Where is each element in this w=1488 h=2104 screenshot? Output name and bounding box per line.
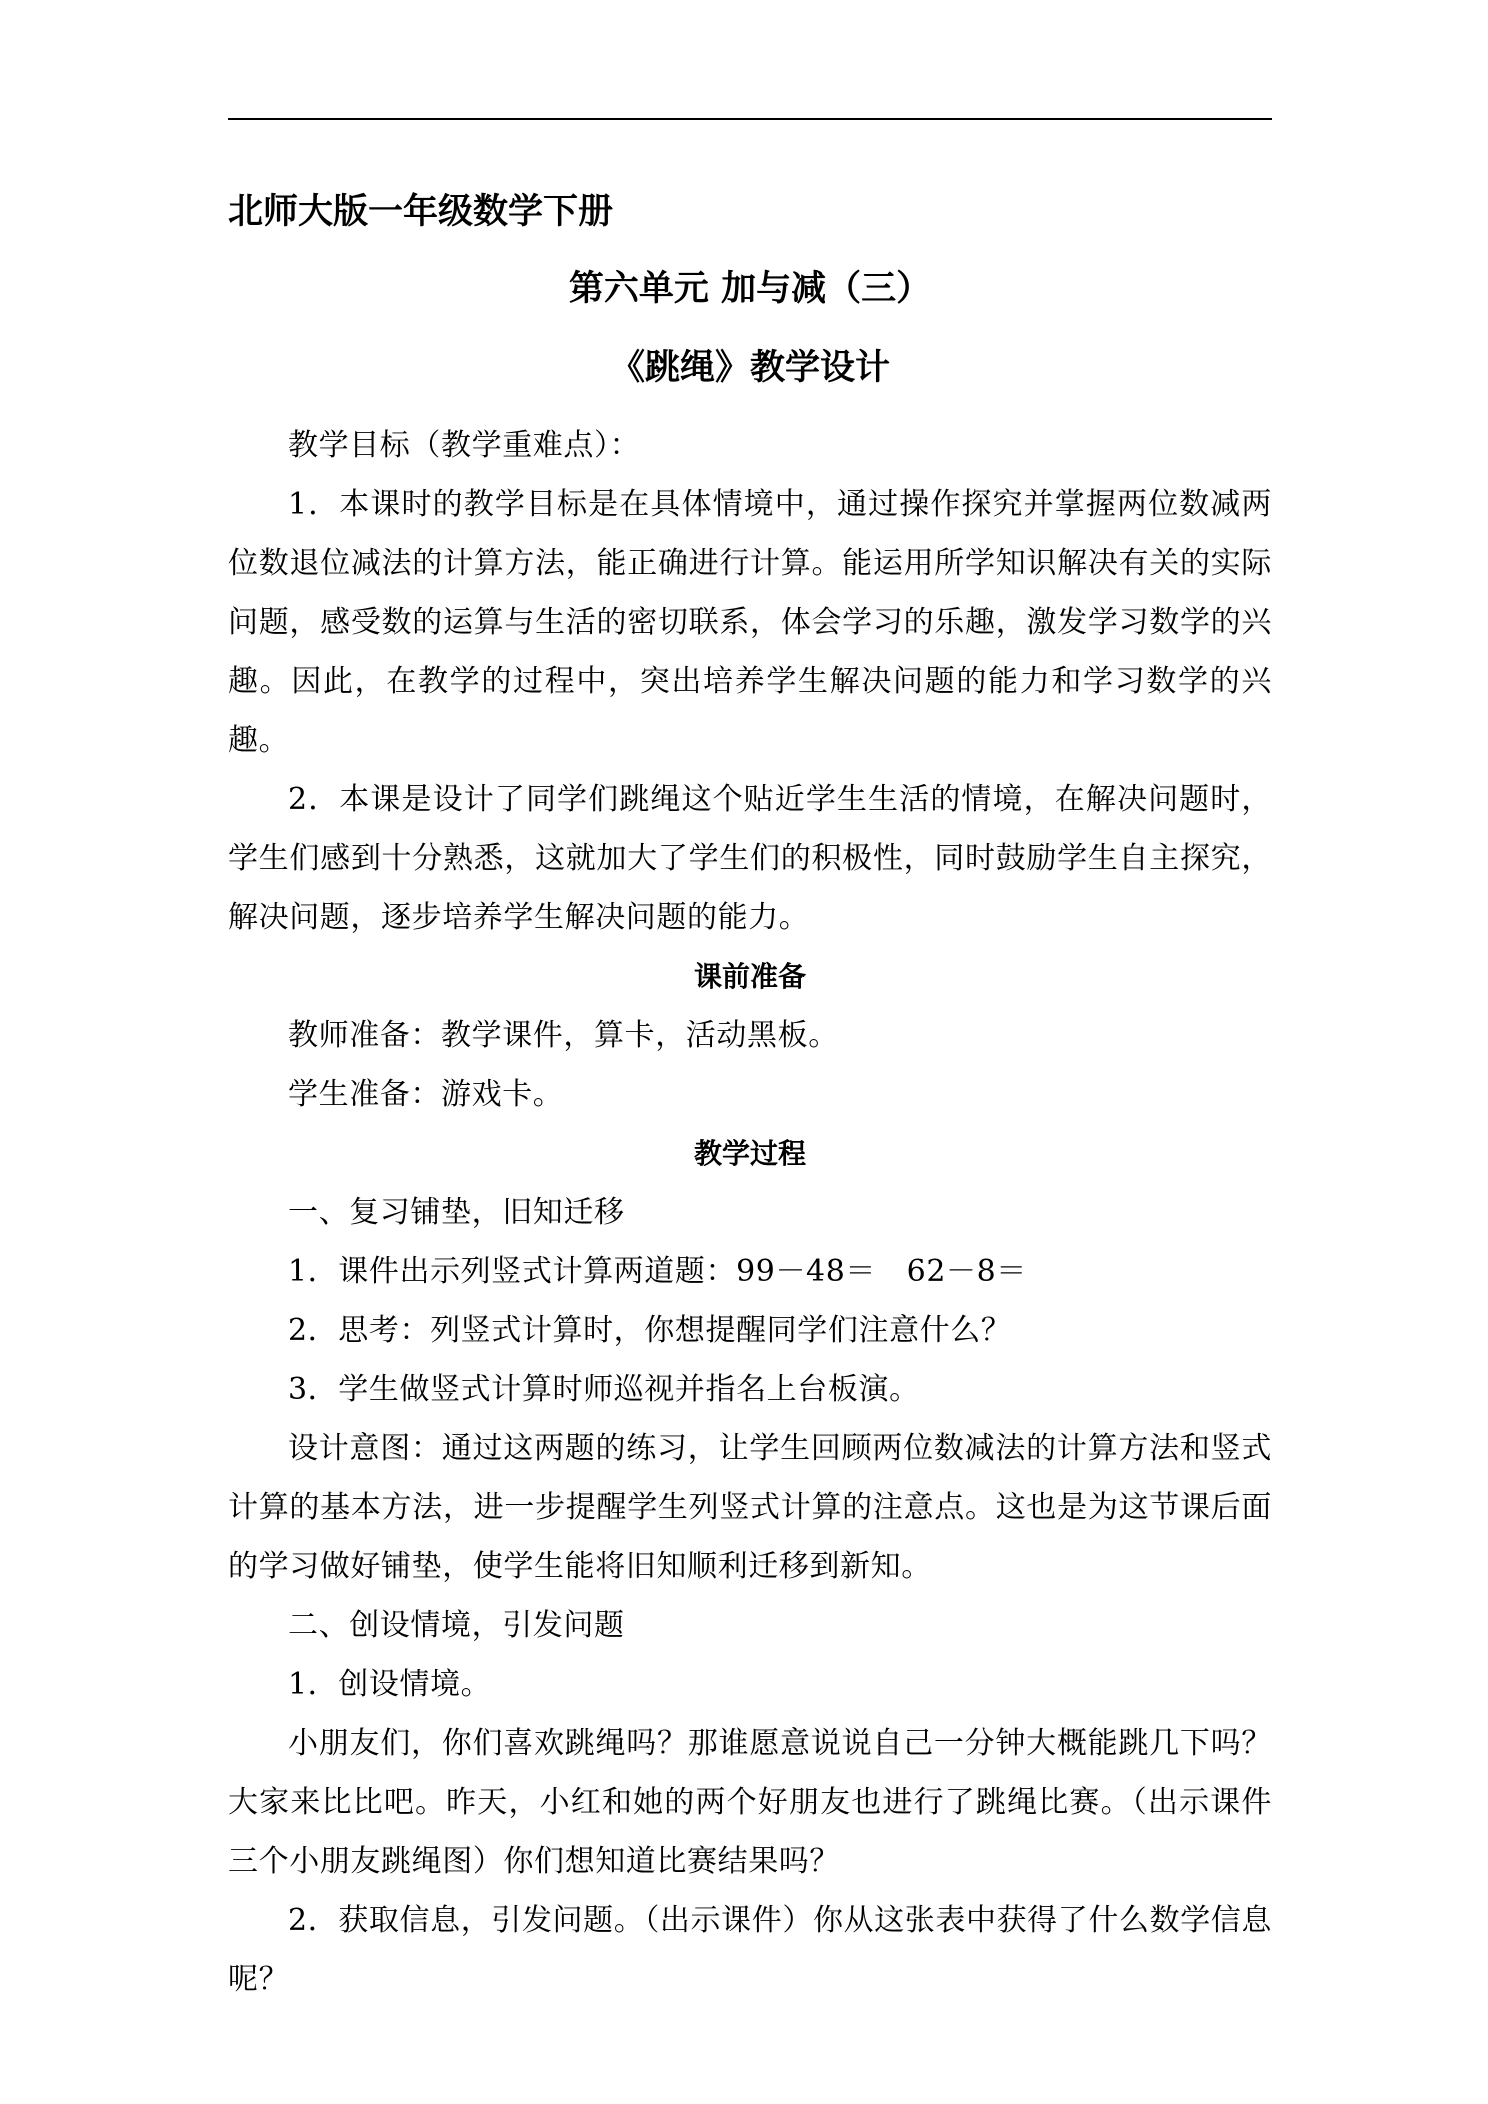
objective-1: 1．本课时的教学目标是在具体情境中，通过操作探究并掌握两位数减两位数退位减法的计算方法，能正确进行计算。能运用所学知识解决有关的实际问题，感受数的运算与生活的密切联系，体会学习的乐趣，激发学习数学的兴趣。因此，在教学的过程中，突出培养学生解决问题的能力和学习数学的兴趣。 bbox=[228, 487, 1272, 758]
part1-step2: 2．思考：列竖式计算时，你想提醒同学们注意什么？ bbox=[288, 1313, 1012, 1348]
part2-step2: 2．获取信息，引发问题。（出示课件）你从这张表中获得了什么数学信息呢？ bbox=[228, 1903, 1272, 1997]
part2-story: 小朋友们，你们喜欢跳绳吗？那谁愿意说说自己一分钟大概能跳几下吗？大家来比比吧。昨天，小红和她的两个好朋友也进行了跳绳比赛。（出示课件三个小朋友跳绳图）你们想知道比赛结果吗？ bbox=[228, 1726, 1272, 1879]
prep-heading: 课前准备 bbox=[693, 960, 806, 993]
teacher-prep: 教师准备：教学课件，算卡，活动黑板。 bbox=[288, 1018, 839, 1053]
document-body bbox=[228, 176, 1272, 2009]
student-prep: 学生准备：游戏卡。 bbox=[288, 1077, 564, 1112]
part2-title: 二、创设情境，引发问题 bbox=[288, 1608, 625, 1643]
book-title: 北师大版一年级数学下册 bbox=[228, 192, 614, 232]
part1-step1: 1．课件出示列竖式计算两道题：99－48＝ 62－8＝ bbox=[288, 1254, 1027, 1289]
part2-step1: 1．创设情境。 bbox=[288, 1667, 492, 1702]
unit-title: 第六单元 加与减（三） bbox=[568, 269, 932, 309]
objectives-heading: 教学目标（教学重难点）： bbox=[288, 428, 641, 463]
objective-2: 2．本课是设计了同学们跳绳这个贴近学生生活的情境，在解决问题时，学生们感到十分熟悉，这就加大了学生们的积极性，同时鼓励学生自主探究，解决问题，逐步培养学生解决问题的能力。 bbox=[228, 782, 1272, 935]
lesson-title: 《跳绳》教学设计 bbox=[609, 348, 890, 388]
part1-intent: 设计意图：通过这两题的练习，让学生回顾两位数减法的计算方法和竖式计算的基本方法，进一步提醒学生列竖式计算的注意点。这也是为这节课后面的学习做好铺垫，使学生能将旧知顺利迁移到新知。 bbox=[228, 1431, 1272, 1584]
part1-step3: 3．学生做竖式计算时师巡视并指名上台板演。 bbox=[288, 1372, 920, 1407]
header-rule bbox=[228, 118, 1272, 120]
process-heading: 教学过程 bbox=[693, 1137, 806, 1170]
part1-title: 一、复习铺垫，旧知迁移 bbox=[288, 1195, 625, 1230]
